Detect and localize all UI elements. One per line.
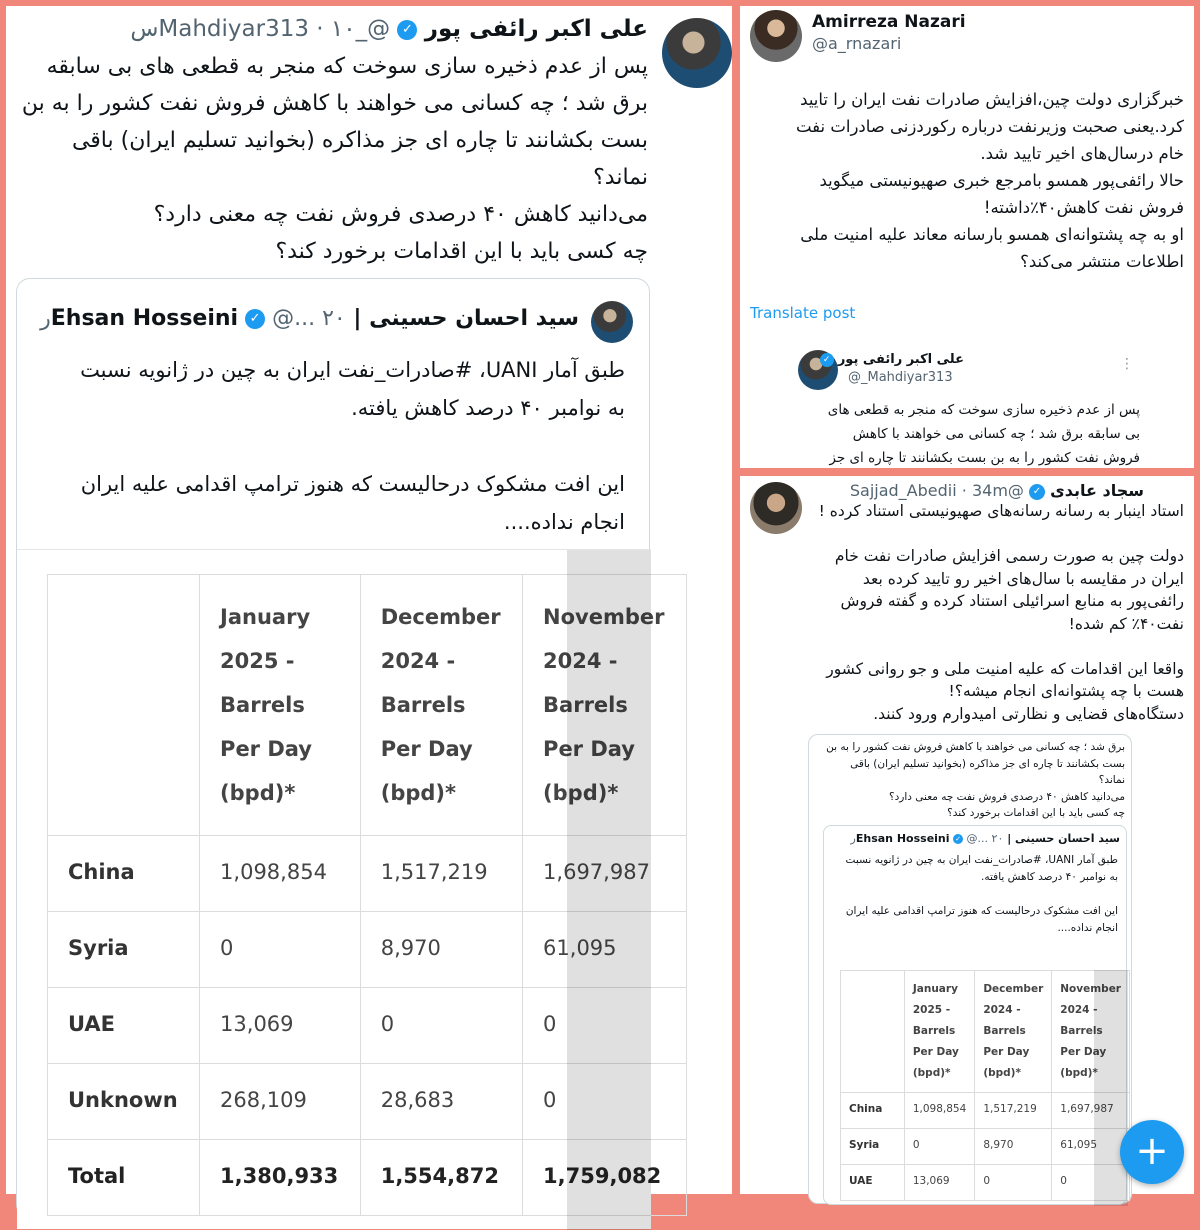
embedded-quote-handle: @... <box>966 832 989 845</box>
image-shade-overlay <box>1094 970 1128 1206</box>
author-name[interactable]: علی اکبر رائفی پور <box>424 16 648 42</box>
tweet-text: پس از عدم ذخیره سازی سوخت که منجر به قطعی های بی سابقه برق شد ؛ چه کسانی می خواهند با کاهش فروش نفت کشور را به بن بست بکشانند تا چاره ای جز مذاکره (بخوانید تسلیم ایران) باقی نماند؟ می‌دانید کاهش ۴۰ درصدی فروش نفت چه معنی دارد؟ چه کسی باید با این اقدامات برخورد کند؟ <box>21 54 648 264</box>
quote-author-name: سید احسان حسینی | Ehsan Hosseini <box>50 306 579 331</box>
table-header-blank <box>48 575 200 836</box>
table-row-total: Total 1,380,933 1,554,872 1,759,082 <box>48 1140 687 1216</box>
tweet-time[interactable]: 34m <box>971 481 1008 500</box>
left-screenshot-panel <box>6 6 732 1194</box>
table-row: UAE 13,069 0 0 <box>841 1165 1130 1201</box>
avatar[interactable] <box>750 10 802 62</box>
quote-author-name: علی اکبر رائفی پور <box>837 352 964 367</box>
embedded-quote-author: سید احسان حسینی | Ehsan Hosseini <box>855 832 1120 845</box>
table-row: Unknown 268,109 28,683 0 <box>48 1064 687 1140</box>
quoted-tweet-card[interactable] <box>16 278 665 1218</box>
author-handle[interactable]: @_Mahdiyar313 <box>158 16 391 42</box>
translate-post-link[interactable]: Translate post <box>750 304 856 322</box>
table-image[interactable] <box>17 549 665 1229</box>
table-header-dec: December 2024 - Barrels Per Day (bpd)* <box>360 575 522 836</box>
image-shade-overlay <box>567 550 651 1230</box>
embedded-screenshot[interactable] <box>808 734 1132 1204</box>
verified-badge-icon: ✓ <box>953 834 963 844</box>
quote-text: پس از عدم ذخیره سازی سوخت که منجر به قطعی های بی سابقه برق شد ؛ چه کسانی می خواهند با کاهش فروش نفت کشور را به بن بست بکشانند تا چاره ای جز <box>827 402 1140 466</box>
author-handle[interactable]: @a_rnazari <box>812 34 902 53</box>
author-handle[interactable]: @Sajjad_Abedii <box>849 481 1024 500</box>
quote-header <box>764 352 964 367</box>
table-row: Syria 0 8,970 61,095 <box>48 912 687 988</box>
embedded-quote-text: طبق آمار UANI، #صادرات_نفت ایران به چین در ژانویه نسبت به نوامبر ۴۰ درصد کاهش یافته. این افت مشکوک درحالیست که هنوز ترامپ اقدامی علیه ایران انجام نداده.... <box>845 854 1118 934</box>
author-name[interactable]: Amirreza Nazari <box>812 12 966 32</box>
tweet-text: استاد اینبار به رسانه رسانه‌های صهیونیستی استناد کرده ! دولت چین به صورت رسمی افزایش صادرات نفت خام ایران در مقایسه با سال‌های اخیر رو تایید کرده بعد رائفی‌پور به منابع اسرائیلی استناد کرده و گفته فروش نفت۴۰٪ کم شده! واقعا این اقدامات که علیه امنیت ملی و جو روانی کشور هست با چه پشتوانه‌ای انجام میشه؟! دستگاه‌های قضایی و نظارتی امیدوارم ورود کنند. <box>818 502 1184 723</box>
table-row: China 1,098,854 1,517,219 1,697,987 <box>48 836 687 912</box>
quote-author-handle: @... <box>272 306 316 331</box>
quote-avatar <box>591 301 633 343</box>
table-row: UAE 13,069 0 0 <box>48 988 687 1064</box>
quote-time: ۲۰ر <box>40 306 346 331</box>
avatar[interactable] <box>662 18 732 88</box>
verified-badge-icon: ✓ <box>245 309 265 329</box>
embedded-quote-card <box>823 825 1127 1205</box>
tweet-text: خبرگزاری دولت چین،افزایش صادرات نفت ایران را تایید کرد.یعنی صحبت وزیرنفت درباره رکوردزنی صادرات نفت خام درسال‌های اخیر تایید شد. حالا رائفی‌پور همسو بامرجع خبری صهیونیستی میگوید فروش نفت کاهش۴۰٪داشته! او به چه پشتوانه‌ای همسو بارسانه معاند علیه امنیت ملی اطلاعات منتشر می‌کند؟ <box>795 90 1184 271</box>
verified-badge-icon: ✓ <box>820 353 834 367</box>
top-right-screenshot-panel <box>740 6 1194 468</box>
quoted-tweet-card[interactable] <box>740 334 1194 468</box>
tweet-header: علی اکبر رائفی پور ✓ @_Mahdiyar313 · ۱۰س <box>130 16 648 42</box>
table-header-jan: January 2025 - Barrels Per Day (bpd)* <box>200 575 361 836</box>
embedded-quote-time: ۲۰ر <box>850 832 1004 845</box>
tweet-header: سجاد عابدی ✓ @Sajjad_Abedii · 34m <box>849 481 1144 500</box>
author-name[interactable]: سجاد عابدی <box>1050 481 1144 500</box>
table-header-nov: November 2024 - Barrels Per Day (bpd)* <box>523 575 687 836</box>
quote-header <box>19 303 579 335</box>
more-options-icon[interactable]: ⋮ <box>1120 356 1134 372</box>
embedded-quote-header <box>830 832 1120 845</box>
verified-badge-icon: ✓ <box>397 20 417 40</box>
tweet-time[interactable]: ۱۰س <box>130 16 356 42</box>
quote-author-handle: @_Mahdiyar313 <box>848 370 953 385</box>
table-row: China 1,098,854 1,517,219 1,697,987 <box>841 1093 1130 1129</box>
verified-badge-icon: ✓ <box>1029 484 1045 500</box>
table-row: Syria 0 8,970 61,095 <box>841 1129 1130 1165</box>
embedded-text: برق شد ؛ چه کسانی می خواهند با کاهش فروش نفت کشور را به بن بست بکشانند تا چاره ای جز مذاکره (بخوانید تسلیم ایران) باقی نماند؟ می‌دانید کاهش ۴۰ درصدی فروش نفت چه معنی دارد؟ چه کسی باید با این اقدامات برخورد کند؟ <box>826 741 1125 819</box>
bottom-right-screenshot-panel <box>740 476 1194 1194</box>
compose-plus-icon[interactable]: + <box>1120 1120 1184 1184</box>
embedded-oil-table: January 2025 - Barrels Per Day (bpd)* December 2024 - Barrels Per Day (bpd)* November 2024 - Barrels Per Day (bpd)* China 1,098,854 1,517,219 1,697,987 Syria 0 8,970 61,095 UAE 13,069 0 0 <box>840 970 1130 1201</box>
quote-text: طبق آمار UANI، #صادرات_نفت ایران به چین در ژانویه نسبت به نوامبر ۴۰ درصد کاهش یافته. این افت مشکوک درحالیست که هنوز ترامپ اقدامی علیه ایران انجام نداده.... <box>80 358 625 534</box>
